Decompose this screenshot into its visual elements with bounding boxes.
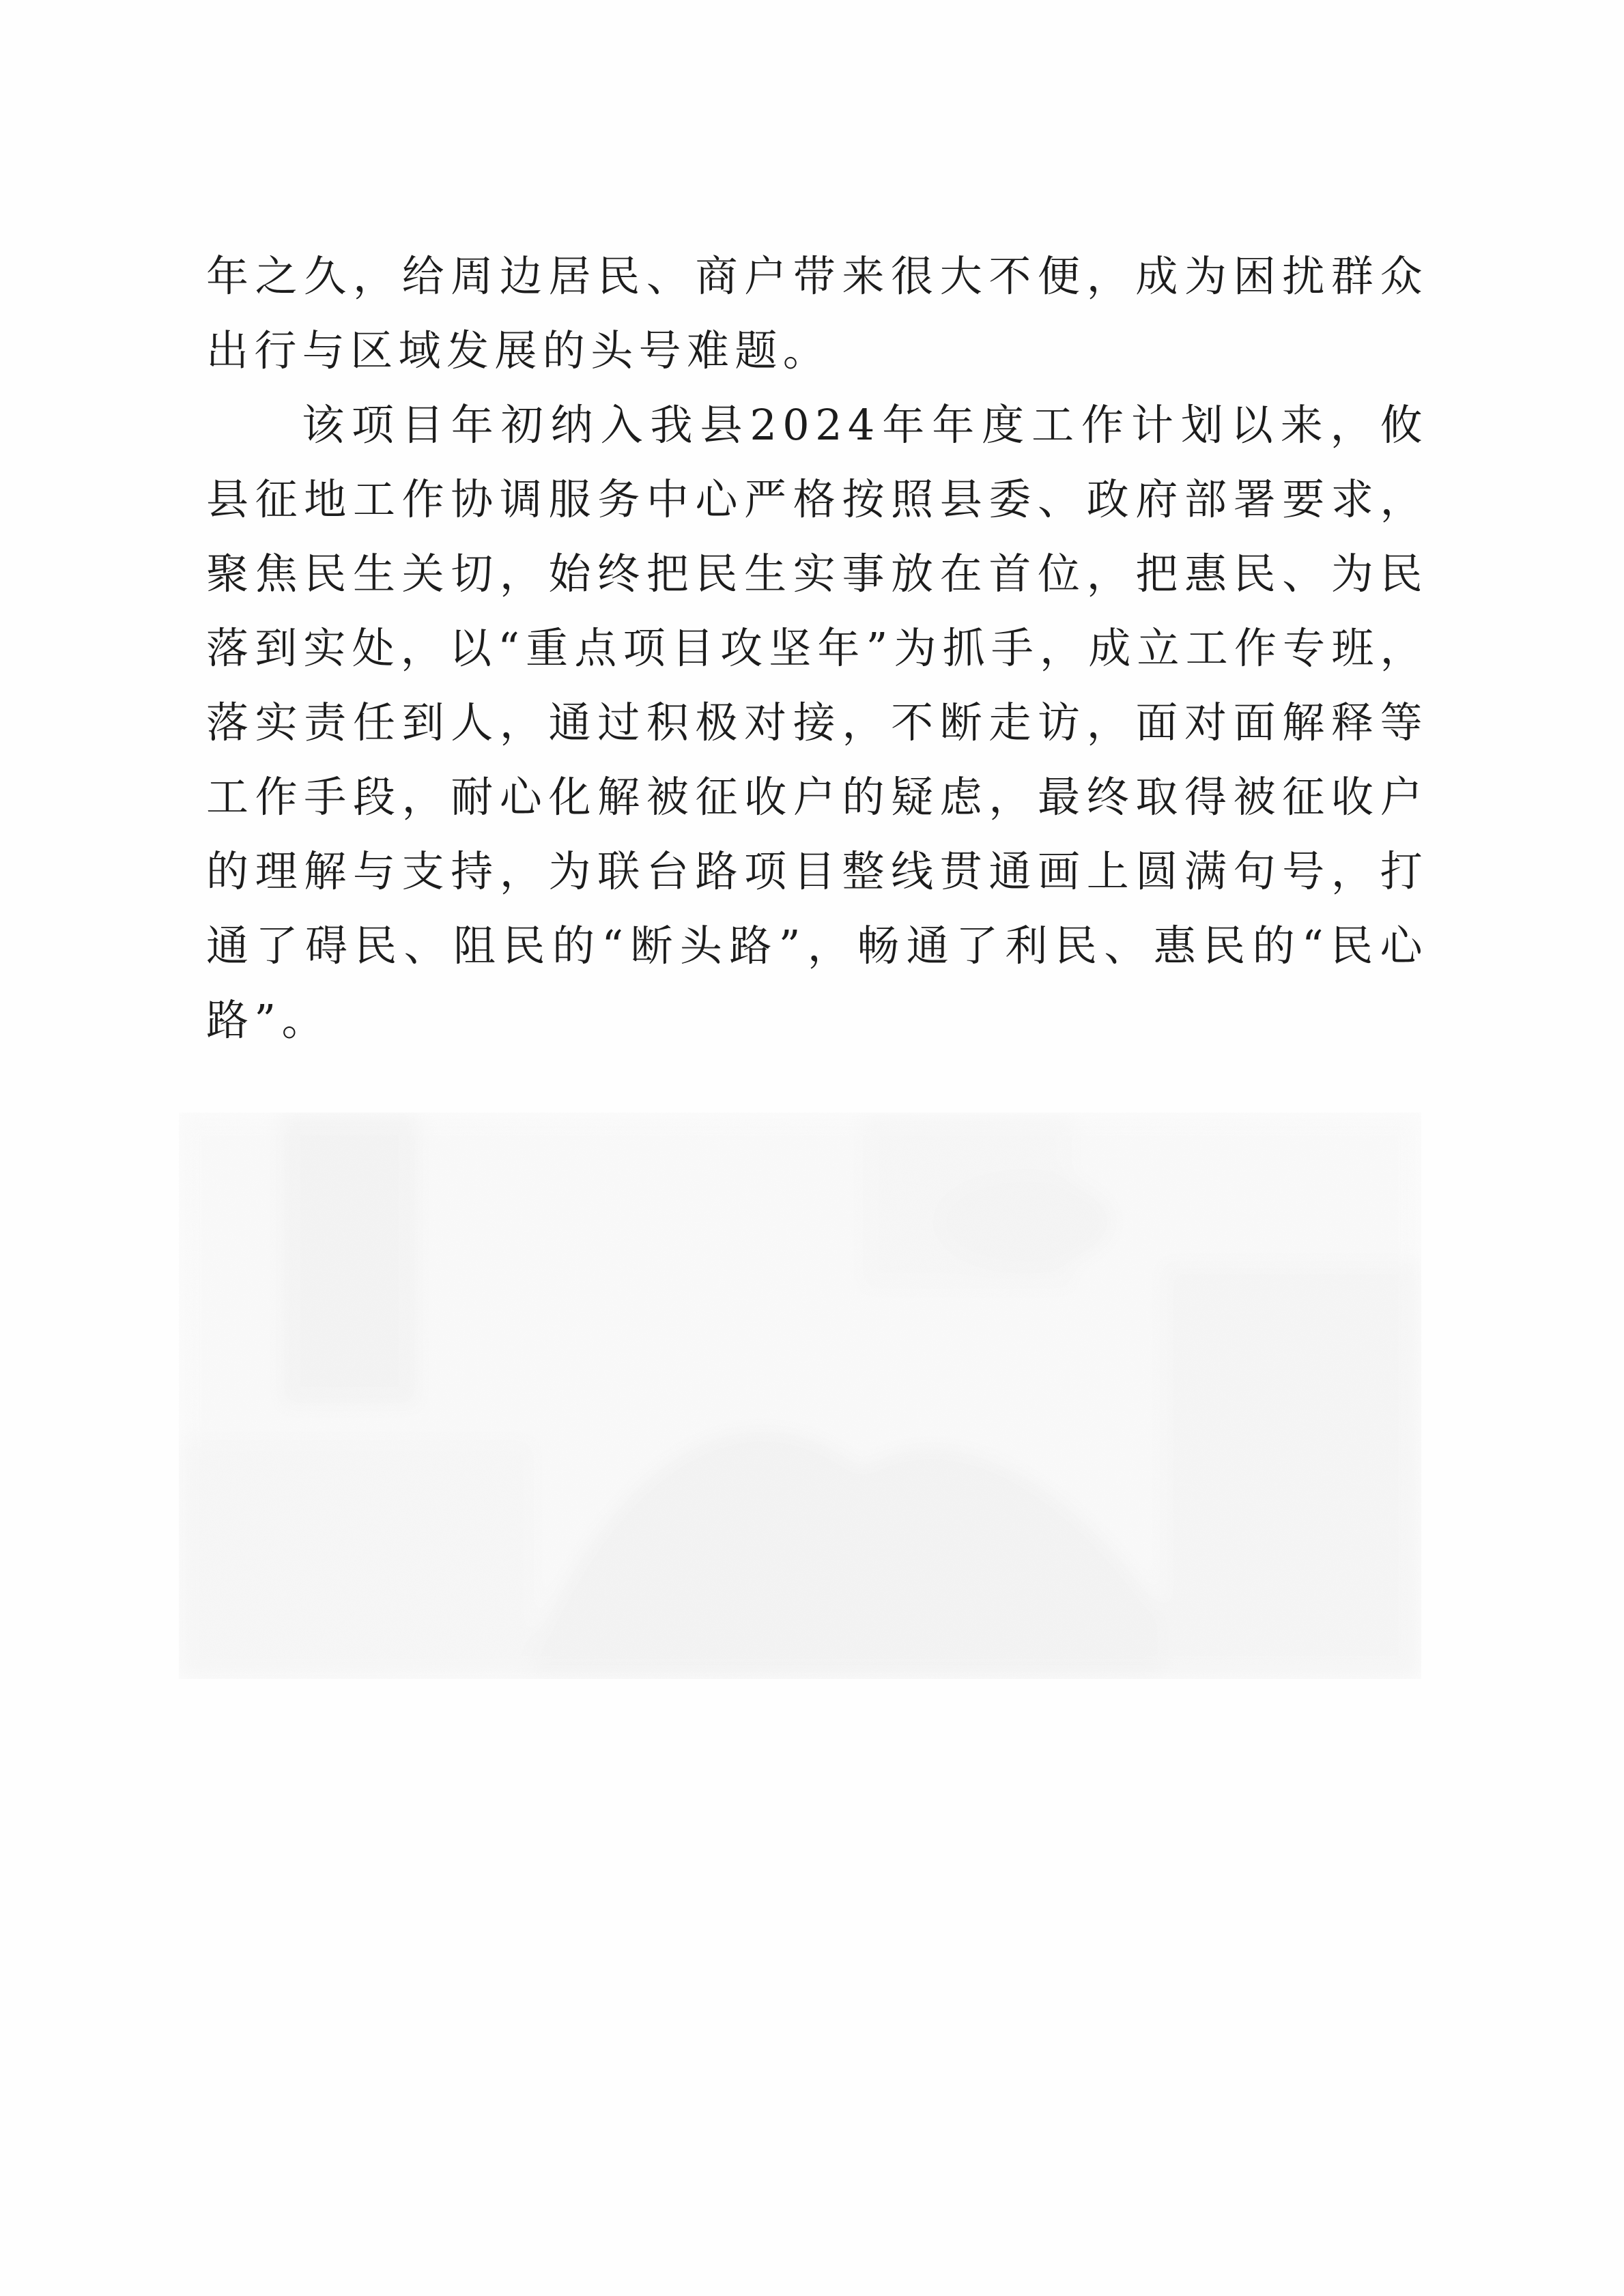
bleed-through-photo bbox=[179, 1113, 1421, 1679]
document-body bbox=[206, 239, 1428, 1057]
paragraph-1: 年之久，给周边居民、商户带来很大不便，成为困扰群众出行与区域发展的头号难题。 bbox=[206, 251, 1428, 375]
paragraph-2: 该项目年初纳入我县2024年年度工作计划以来，攸县征地工作协调服务中心严格按照县委、政府部署要求，聚焦民生关切，始终把民生实事放在首位，把惠民、为民落到实处，以“重点项目攻坚年”为抓手，成立工作专班，落实责任到人，通过积极对接，不断走访，面对面解释等工作手段，耐心化解被征收户的疑虑，最终取得被征收户的理解与支持，为联台路项目整线贯通画上圆满句号，打通了碍民、阻民的“断头路”，畅通了利民、惠民的“民心路”。 bbox=[206, 400, 1428, 1045]
